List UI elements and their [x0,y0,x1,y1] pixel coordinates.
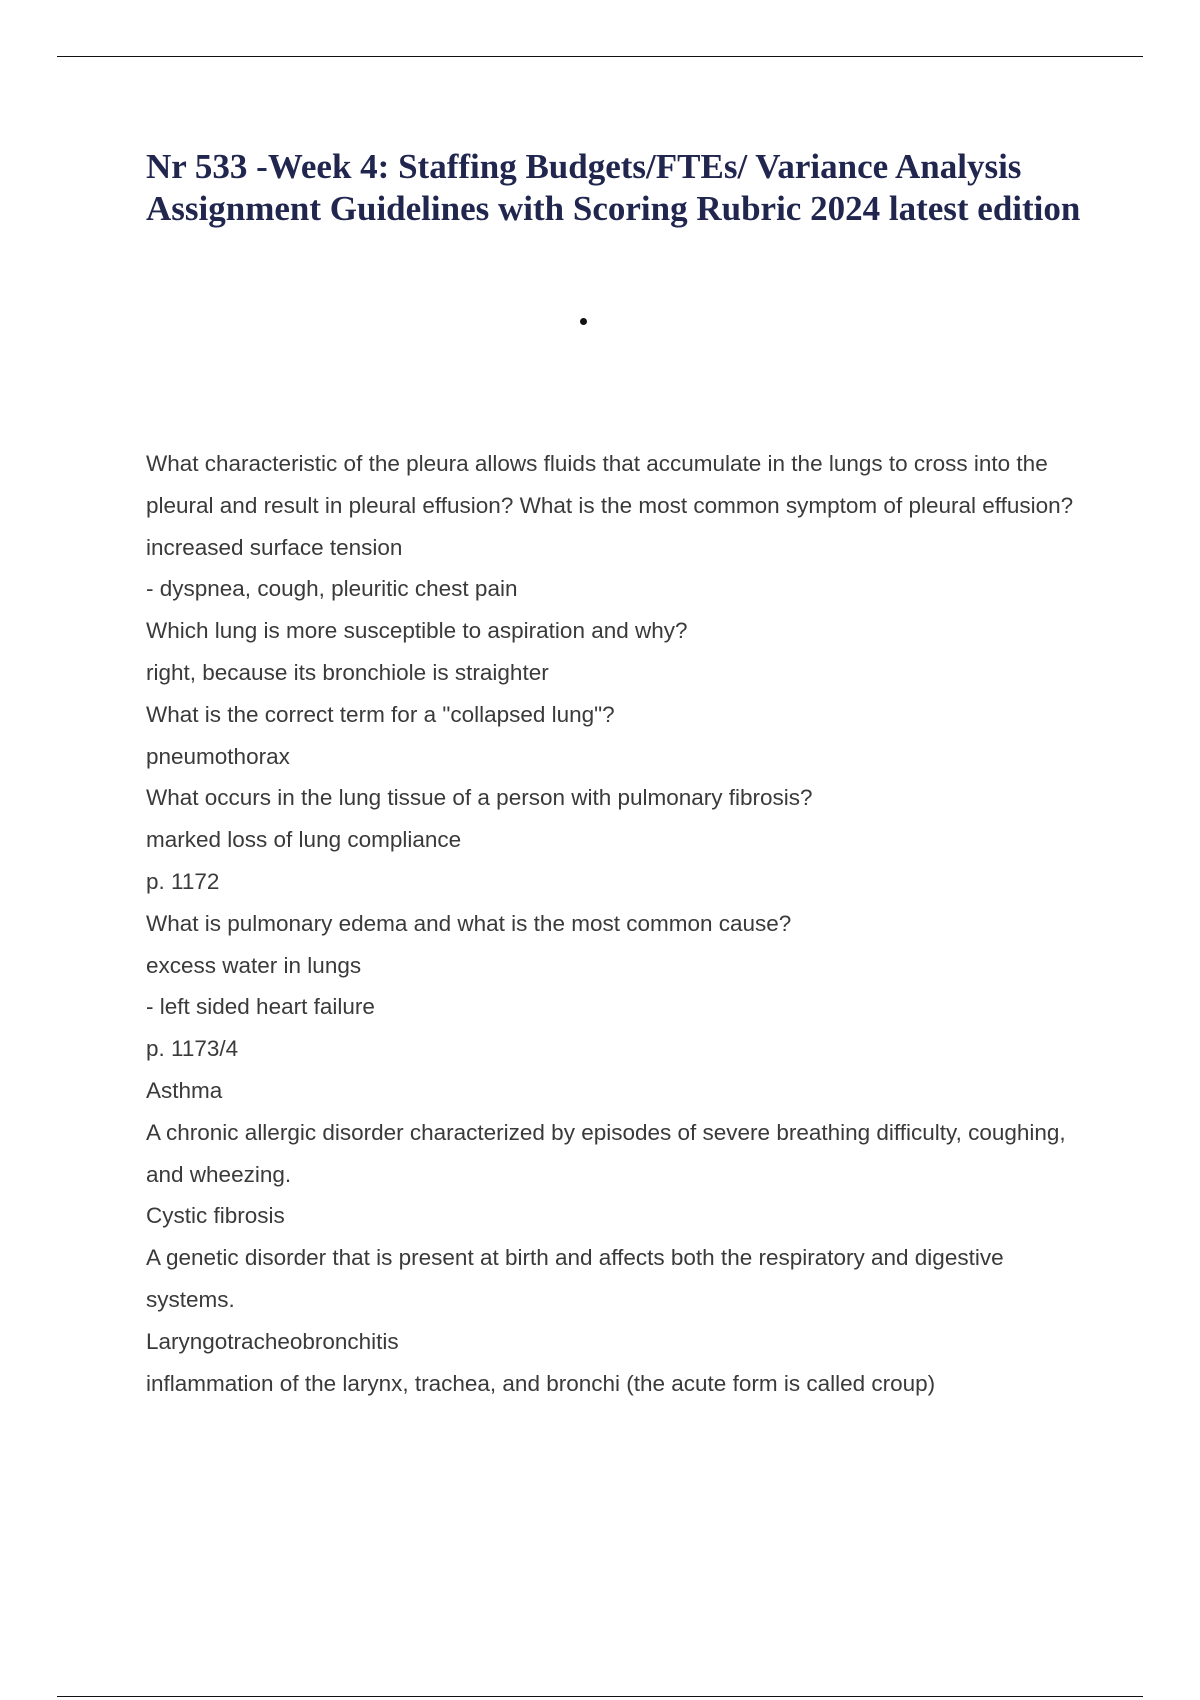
document-body [146,443,1096,1404]
text-line: A genetic disorder that is present at birth and affects both the respiratory and digestive systems. [146,1245,1004,1312]
text-line: marked loss of lung compliance [146,827,462,853]
text-line: - dyspnea, cough, pleuritic chest pain [146,576,518,602]
text-line: p. 1173/4 [146,1036,239,1062]
top-divider [57,56,1143,57]
text-line: right, because its bronchiole is straighter [146,659,549,685]
text-line: What is pulmonary edema and what is the most common cause? [146,910,792,936]
text-line: pneumothorax [146,743,290,769]
text-line: Which lung is more susceptible to aspiration and why? [146,618,688,644]
text-line: What characteristic of the pleura allows fluids that accumulate in the lungs to cross into the pleural and result in pleural effusion? What is the most common symptom of pleural effusion? [146,451,1074,518]
text-line: increased surface tension [146,534,403,560]
text-line: p. 1172 [146,868,220,894]
document-title: Nr 533 -Week 4: Staffing Budgets/FTEs/ Variance Analysis Assignment Guidelines with Scoring Rubric 2024 latest edition [146,147,1081,228]
bottom-divider [57,1696,1143,1697]
text-line: A chronic allergic disorder characterized by episodes of severe breathing difficulty, coughing, and wheezing. [146,1119,1066,1187]
text-line: Cystic fibrosis [146,1203,285,1229]
text-line: inflammation of the larynx, trachea, and bronchi (the acute form is called croup) [146,1370,936,1396]
text-line: What is the correct term for a "collapsed lung"? [146,701,615,727]
text-line: - left sided heart failure [146,994,375,1020]
bullet-dot [580,318,587,325]
text-line: Laryngotracheobronchitis [146,1328,399,1354]
text-line: excess water in lungs [146,952,362,978]
text-line: What occurs in the lung tissue of a person with pulmonary fibrosis? [146,785,813,811]
text-line: Asthma [146,1077,223,1103]
